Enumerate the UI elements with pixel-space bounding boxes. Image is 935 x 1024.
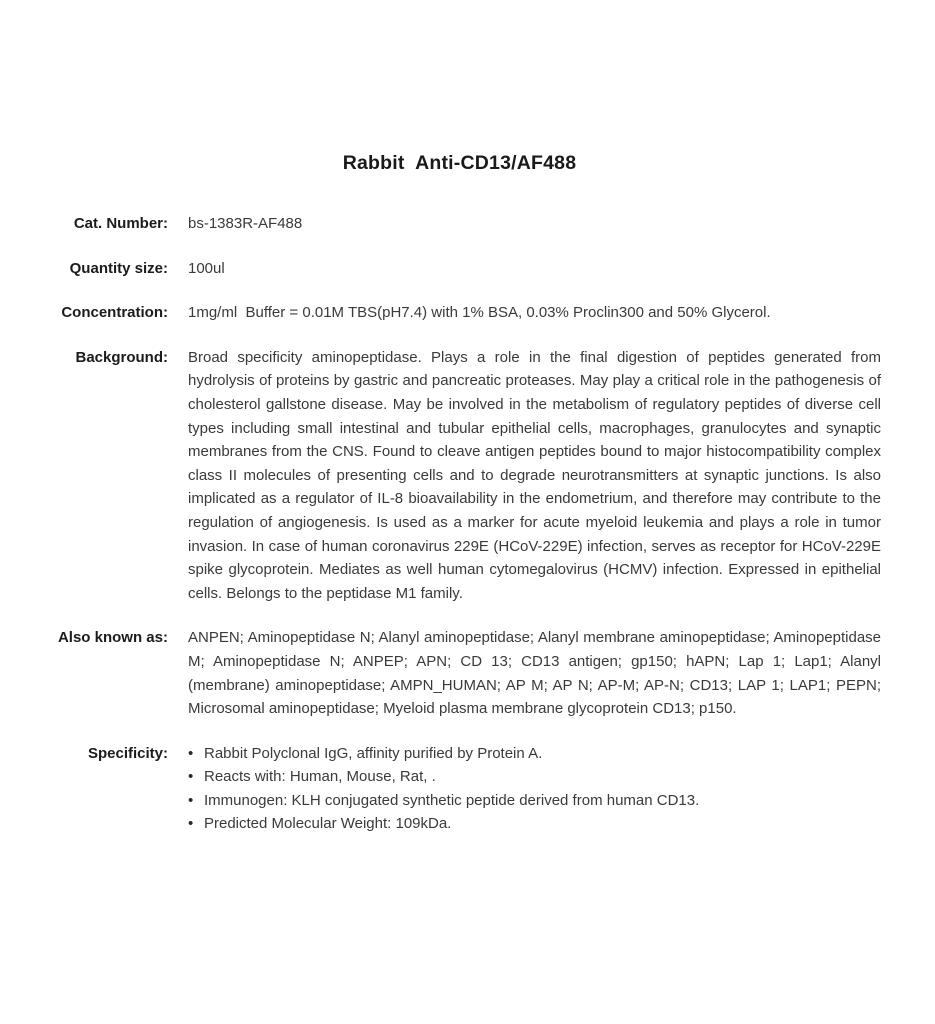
field-row-also-known-as	[38, 626, 881, 720]
background-value: Broad specificity aminopeptidase. Plays a role in the final digestion of peptides generated from hydrolysis of proteins by gastric and pancreatic proteases. May play a critical role in the pathogenesis of cholesterol gallstone disease. May be involved in the metabolism of regulatory peptides of diverse cell types including small intestinal and tubular epithelial cells, macrophages, granulocytes and synaptic membranes from the CNS. Found to cleave antigen peptides bound to major histocompatibility complex class II molecules of presenting cells and to degrade neurotransmitters at synaptic junctions. Is also implicated as a regulator of IL-8 bioavailability in the endometrium, and therefore may contribute to the regulation of angiogenesis. Is used as a marker for acute myeloid leukemia and plays a role in tumor invasion. In case of human coronavirus 229E (HCoV-229E) infection, serves as receptor for HCoV-229E spike glycoprotein. Mediates as well human cytomegalovirus (HCMV) infection. Expressed in epithelial cells. Belongs to the peptidase M1 family.	[188, 348, 881, 602]
specificity-item-text: Reacts with: Human, Mouse, Rat, .	[204, 768, 436, 786]
field-row-background	[38, 346, 881, 606]
field-label: Specificity:	[87, 744, 168, 762]
specificity-item	[188, 789, 881, 813]
page-title: Rabbit Anti-CD13/AF488	[342, 152, 577, 174]
specificity-item	[188, 765, 881, 789]
specificity-item-text: Immunogen: KLH conjugated synthetic peptide derived from human CD13.	[204, 791, 700, 809]
bullet-dot-icon: •	[188, 768, 194, 786]
field-label: Concentration:	[61, 304, 168, 322]
cat-number-value: bs-1383R-AF488	[188, 215, 303, 232]
specificity-item-text: Predicted Molecular Weight: 109kDa.	[204, 815, 452, 833]
bullet-dot-icon: •	[188, 791, 194, 809]
field-label: Background:	[75, 348, 168, 366]
field-row-concentration	[38, 301, 881, 325]
field-label: Quantity size:	[69, 259, 168, 277]
specificity-item-text: Rabbit Polyclonal IgG, affinity purified by Protein A.	[204, 744, 543, 762]
field-row-cat-number	[38, 212, 881, 236]
field-row-quantity-size	[38, 257, 881, 281]
field-label: Cat. Number:	[73, 215, 168, 232]
specificity-item	[188, 742, 881, 766]
field-label: Also known as:	[57, 629, 168, 647]
bullet-dot-icon: •	[188, 744, 194, 762]
field-row-specificity	[38, 742, 881, 836]
quantity-size-value: 100ul	[188, 259, 225, 277]
concentration-value: 1mg/ml Buffer = 0.01M TBS(pH7.4) with 1% BSA, 0.03% Proclin300 and 50% Glycerol.	[188, 304, 771, 322]
also-known-as-value: ANPEN; Aminopeptidase N; Alanyl aminopeptidase; Alanyl membrane aminopeptidase; Aminopeptidase M; Aminopeptidase N; ANPEP; APN; CD 13; CD13 antigen; gp150; hAPN; Lap 1; Lap1; Alanyl (membrane) aminopeptidase; AMPN_HUMAN; AP M; AP N; AP-M; AP-N; CD13; LAP 1; LAP1; PEPN; Microsomal aminopeptidase; Myeloid plasma membrane glycoprotein CD13; p150.	[188, 629, 881, 718]
bullet-dot-icon: •	[188, 815, 194, 833]
specificity-list	[188, 742, 881, 836]
specificity-item	[188, 812, 881, 836]
